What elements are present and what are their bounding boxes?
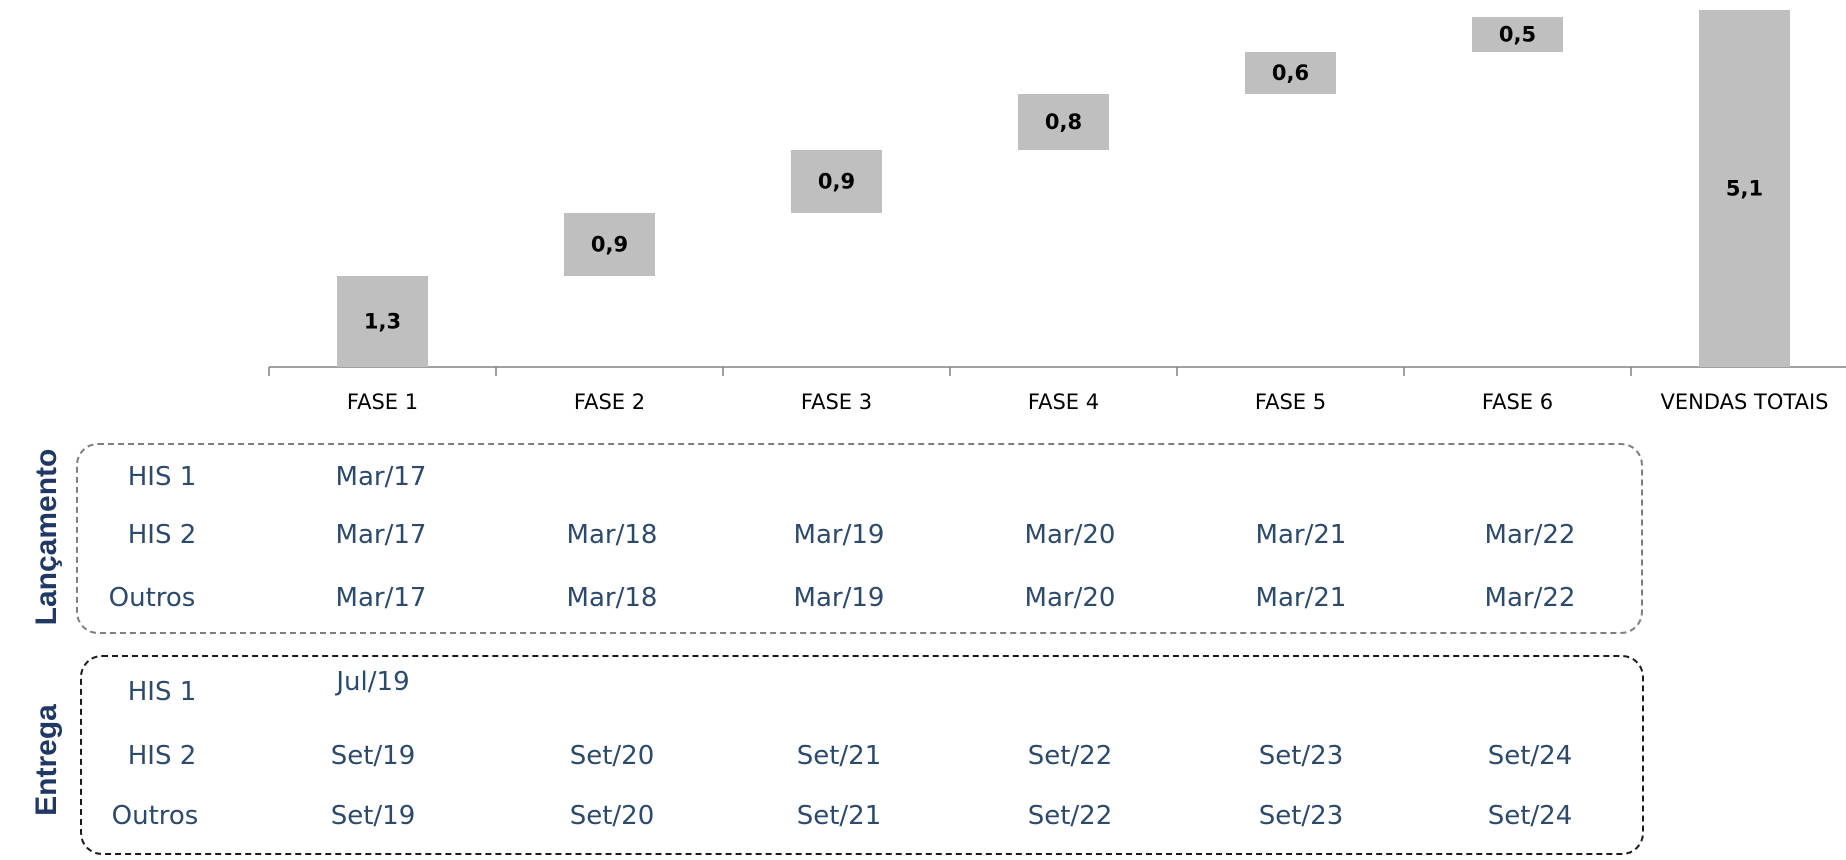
date-cell: Set/19 (330, 801, 416, 831)
date-cell: Mar/22 (1484, 583, 1576, 613)
date-cell: Set/19 (330, 741, 416, 771)
date-cell: Mar/18 (566, 583, 658, 613)
date-cell: Set/20 (569, 801, 655, 831)
row-label: HIS 2 (127, 520, 197, 550)
date-cell: Jul/19 (336, 667, 410, 697)
date-cell: Set/24 (1487, 801, 1573, 831)
row-label: HIS 2 (127, 741, 197, 771)
date-cell: Set/21 (796, 741, 882, 771)
row-label: Outros (111, 801, 199, 831)
category-label: FASE 6 (1481, 390, 1554, 414)
data-label: 1,3 (363, 309, 402, 334)
date-cell: Mar/21 (1255, 520, 1347, 550)
data-label: 0,9 (590, 232, 629, 257)
date-cell: Mar/19 (793, 583, 885, 613)
category-label: FASE 1 (346, 390, 419, 414)
row-label: HIS 1 (127, 677, 197, 707)
date-cell: Mar/19 (793, 520, 885, 550)
date-cell: Mar/20 (1024, 583, 1116, 613)
date-cell: Set/22 (1027, 741, 1113, 771)
category-label: VENDAS TOTAIS (1660, 390, 1829, 414)
date-cell: Mar/22 (1484, 520, 1576, 550)
category-label: FASE 3 (800, 390, 873, 414)
date-cell: Set/23 (1258, 741, 1344, 771)
date-cell: Mar/18 (566, 520, 658, 550)
launch-group-title: Lançamento (30, 448, 63, 626)
date-cell: Mar/17 (335, 462, 427, 492)
date-cell: Set/23 (1258, 801, 1344, 831)
waterfall-chart (0, 0, 1846, 420)
row-label: HIS 1 (127, 462, 197, 492)
date-cell: Set/24 (1487, 741, 1573, 771)
data-label: 0,8 (1044, 110, 1083, 134)
date-cell: Mar/20 (1024, 520, 1116, 550)
date-cell: Mar/17 (335, 583, 427, 613)
data-label: 0,9 (817, 169, 856, 194)
data-label: 0,5 (1498, 22, 1537, 47)
date-cell: Mar/17 (335, 520, 427, 550)
date-cell: Set/21 (796, 801, 882, 831)
category-label: FASE 2 (573, 390, 646, 414)
date-cell: Set/22 (1027, 801, 1113, 831)
date-cell: Set/20 (569, 741, 655, 771)
delivery-group-title: Entrega (30, 704, 63, 816)
category-label: FASE 5 (1254, 390, 1327, 414)
row-label: Outros (108, 583, 196, 613)
data-label: 5,1 (1725, 176, 1764, 201)
date-cell: Mar/21 (1255, 583, 1347, 613)
data-label: 0,6 (1271, 61, 1310, 85)
category-label: FASE 4 (1027, 390, 1100, 414)
